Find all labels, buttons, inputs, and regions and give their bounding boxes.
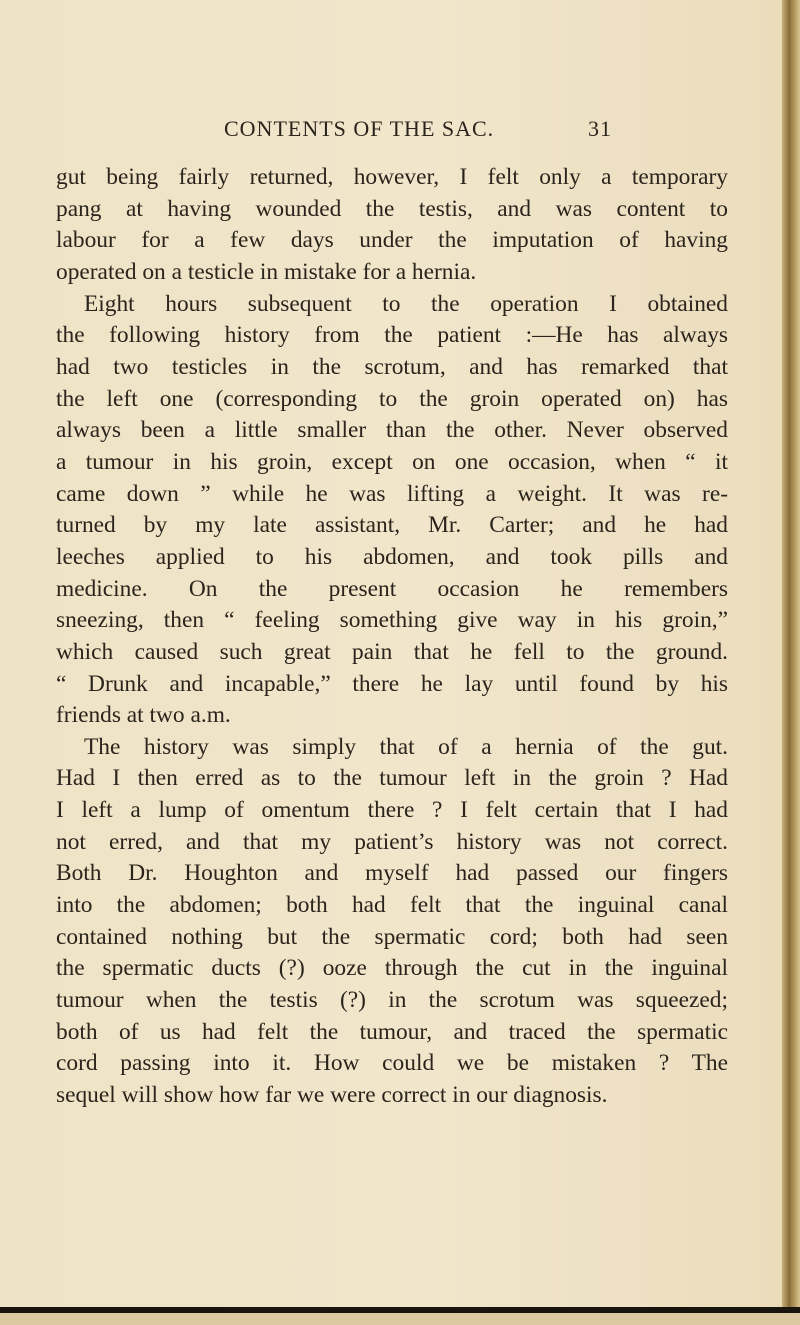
- text-line: Had I then erred as to the tumour left in the groin ? Had: [56, 765, 728, 792]
- running-head-title: CONTENTS OF THE SAC.: [224, 116, 495, 141]
- text-line: friends at two a.m.: [56, 702, 231, 729]
- text-line: into the abdomen; both had felt that the inguinal canal: [56, 892, 728, 919]
- text-line: sneezing, then “ feeling something give way in his groin,”: [56, 607, 728, 634]
- text-line: leeches applied to his abdomen, and took pills and: [56, 543, 728, 570]
- text-line: not erred, and that my patient’s history was not correct.: [56, 828, 728, 855]
- text-line: came down ” while he was lifting a weight. It was re-: [56, 480, 728, 507]
- text-line: medicine. On the present occasion he remembers: [56, 575, 728, 602]
- book-spine-edge: [782, 0, 800, 1325]
- text-line: operated on a testicle in mistake for a hernia.: [56, 258, 477, 285]
- text-line: both of us had felt the tumour, and traced the spermatic: [56, 1018, 728, 1045]
- text-line: a tumour in his groin, except on one occasion, when “ it: [56, 448, 728, 475]
- text-line: “ Drunk and incapable,” there he lay until found by his: [56, 670, 728, 697]
- text-line: which caused such great pain that he fell to the ground.: [56, 638, 728, 665]
- text-line: pang at having wounded the testis, and was content to: [56, 195, 728, 222]
- text-line: sequel will show how far we were correct in our diagnosis.: [56, 1082, 608, 1109]
- text-line: had two testicles in the scrotum, and has remarked that: [56, 353, 728, 380]
- text-line: cord passing into it. How could we be mistaken ? The: [56, 1050, 728, 1077]
- body-text: [56, 162, 728, 1112]
- text-line: the following history from the patient :—He has always: [56, 322, 728, 349]
- text-line: the left one (corresponding to the groin operated on) has: [56, 385, 728, 412]
- text-line: turned by my late assistant, Mr. Carter; and he had: [56, 512, 728, 539]
- text-line: the spermatic ducts (?) ooze through the cut in the inguinal: [56, 955, 728, 982]
- page-number: 31: [588, 116, 612, 141]
- text-line: The history was simply that of a hernia of the gut.: [84, 733, 728, 760]
- text-line: labour for a few days under the imputation of having: [56, 227, 728, 254]
- text-line: Eight hours subsequent to the operation I obtained: [84, 290, 728, 317]
- text-line: gut being fairly returned, however, I felt only a temporary: [56, 164, 728, 190]
- text-line: Both Dr. Houghton and myself had passed our fingers: [56, 860, 728, 887]
- text-line: tumour when the testis (?) in the scrotum was squeezed;: [56, 987, 728, 1014]
- underlying-page: [0, 1313, 800, 1325]
- text-line: contained nothing but the spermatic cord; both had seen: [56, 923, 728, 950]
- text-line: I left a lump of omentum there ? I felt certain that I had: [56, 797, 728, 824]
- text-line: always been a little smaller than the other. Never observed: [56, 417, 728, 444]
